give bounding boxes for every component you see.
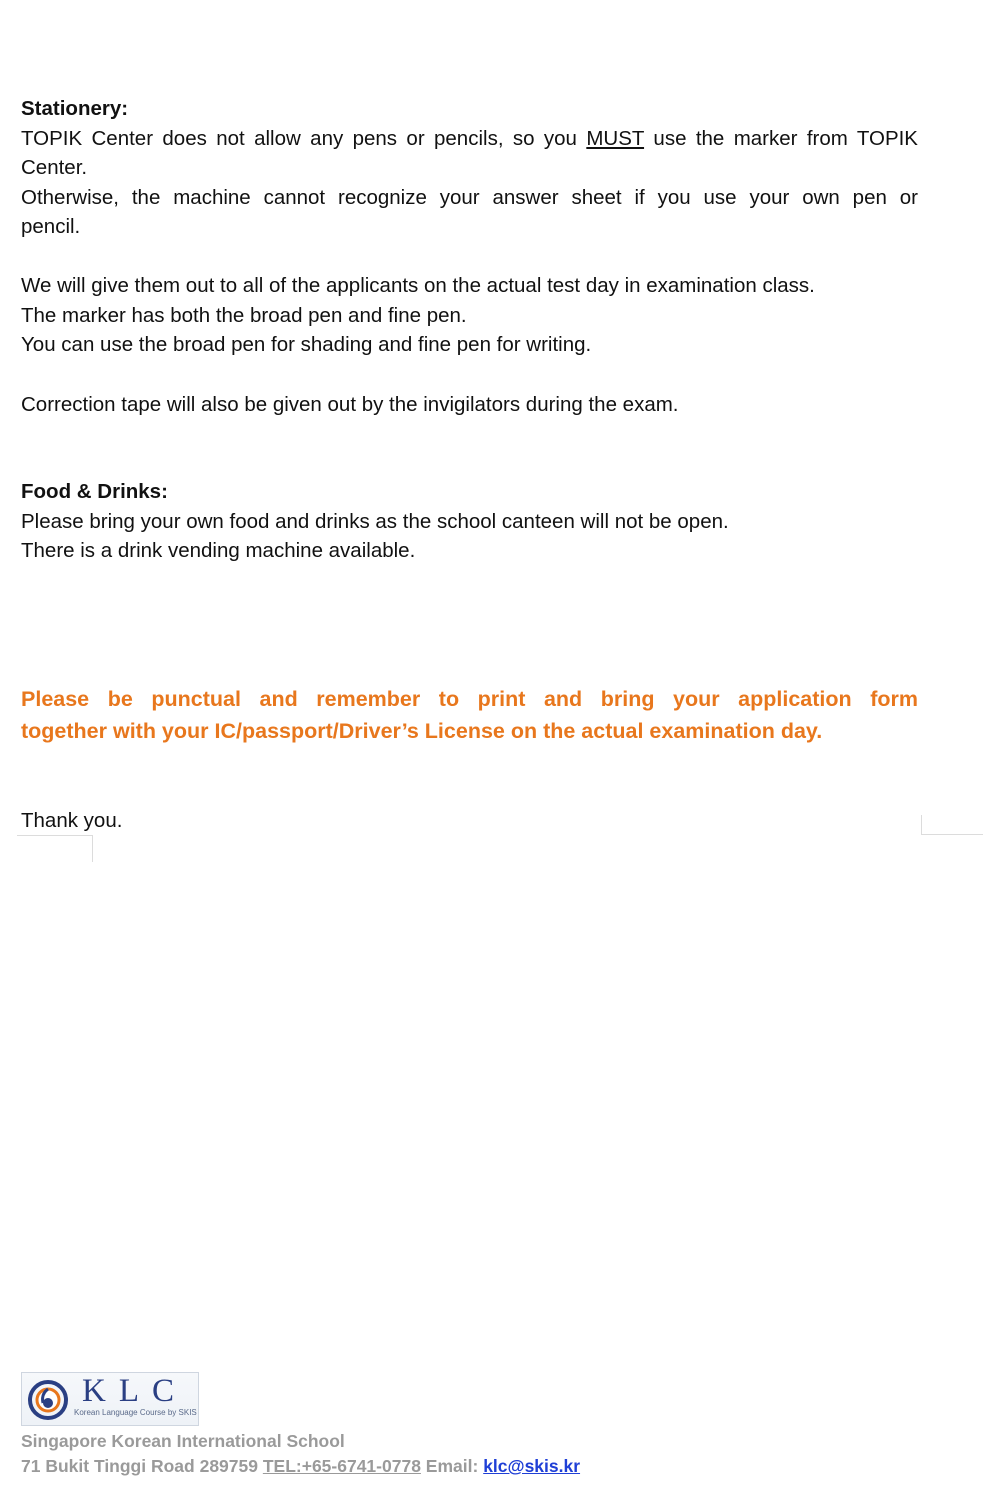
stationery-line-1 <box>21 124 918 154</box>
faint-rule-right <box>921 834 983 835</box>
closing-block <box>21 806 918 836</box>
contact-line <box>21 1454 721 1479</box>
stationery-line-7: You can use the broad pen for shading and fine pen for writing. <box>21 333 592 357</box>
punctuality-notice <box>21 684 918 747</box>
klc-logo <box>21 1372 199 1426</box>
klc-emblem-icon <box>27 1379 69 1421</box>
stationery-line-2: Center. <box>21 156 88 180</box>
correction-tape-note <box>21 390 918 420</box>
stationery-details <box>21 271 918 360</box>
stationery-heading: Stationery: <box>21 97 129 120</box>
notice-line-1: Please be punctual and remember to print and bring your application form <box>21 687 918 711</box>
must-emphasis: MUST <box>586 126 645 150</box>
food-line-1: Please bring your own food and drinks as the school canteen will not be open. <box>21 509 729 533</box>
logo-wordmark: KLC <box>82 1373 187 1409</box>
stationery-line-6: The marker has both the broad pen and fine pen. <box>21 303 467 327</box>
logo-subtitle: Korean Language Course by SKIS <box>74 1408 197 1417</box>
food-section <box>21 477 918 566</box>
food-heading: Food & Drinks: <box>21 480 168 503</box>
stationery-section <box>21 94 918 242</box>
thank-you-text: Thank you. <box>21 809 123 832</box>
stationery-line-3: Otherwise, the machine cannot recognize your answer sheet if you use your own pen or <box>21 185 918 209</box>
phone-link[interactable]: TEL:+65-6741-0778 <box>262 1456 421 1476</box>
food-line-2: There is a drink vending machine available. <box>21 539 416 563</box>
faint-rule-left <box>17 835 93 836</box>
school-name: Singapore Korean International School <box>21 1431 345 1451</box>
stationery-line-8: Correction tape will also be given out by the invigilators during the exam. <box>21 393 679 416</box>
email-link[interactable]: klc@skis.kr <box>483 1456 581 1476</box>
school-address: 71 Bukit Tinggi Road 289759 <box>21 1456 263 1476</box>
faint-rule-left-vertical <box>92 835 93 862</box>
stationery-line-5: We will give them out to all of the applicants on the actual test day in examination class. <box>21 274 815 297</box>
notice-line-2: together with your IC/passport/Driver’s License on the actual examination day. <box>21 718 823 743</box>
stationery-line-1-start: TOPIK Center does not allow any pens or pencils, so you <box>21 126 587 150</box>
stationery-line-4: pencil. <box>21 215 81 239</box>
footer <box>21 1372 721 1479</box>
email-label: Email: <box>420 1456 484 1476</box>
faint-rule-right-vertical <box>921 815 922 835</box>
stationery-line-1-end: use the marker from TOPIK <box>644 126 918 150</box>
